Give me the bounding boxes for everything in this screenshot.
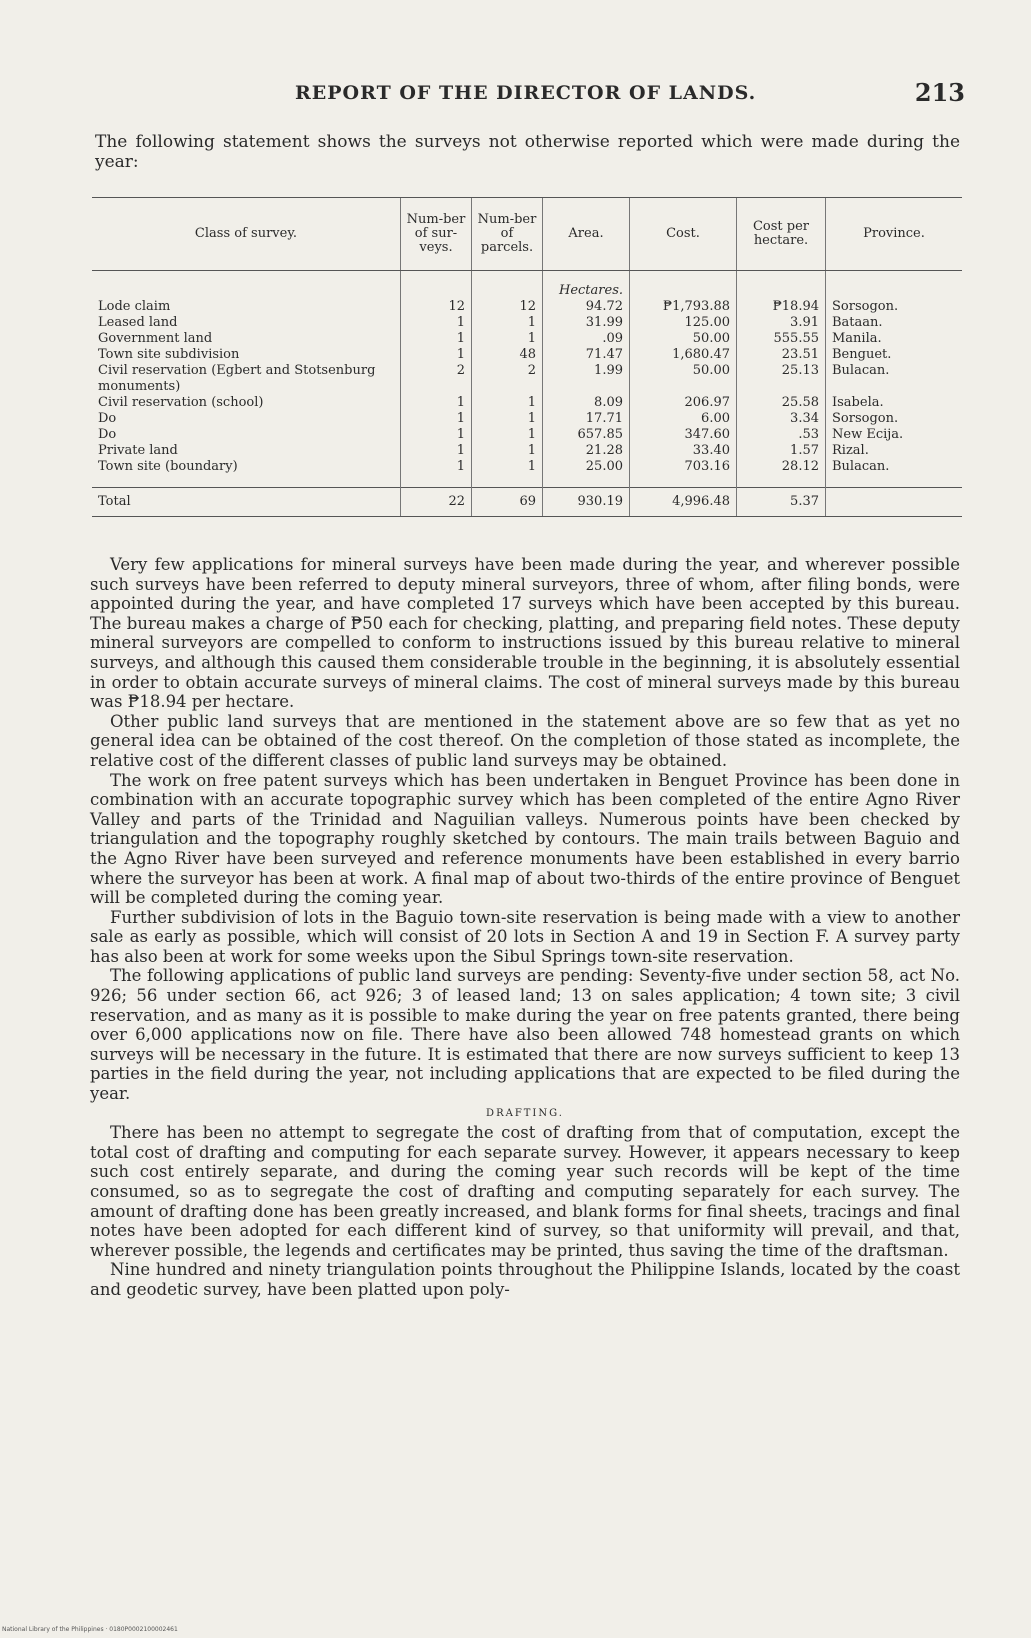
cell-province: New Ecija. (826, 427, 963, 443)
header-cost-per-hectare: Cost per hectare. (737, 198, 826, 271)
header-num-parcels: Num-ber of parcels. (472, 198, 543, 271)
cell-cost: 50.00 (630, 363, 737, 395)
table-row (92, 331, 962, 347)
cell-cost: 6.00 (630, 411, 737, 427)
survey-class-label: Government land (98, 331, 213, 346)
cell-cls (92, 427, 401, 443)
paragraph: The work on free patent surveys which has been undertaken in Benguet Province has been done in combination with an accurate topographic survey which has been completed of the entire Agno River Valley and parts of the Trinidad and Naguilian valleys. Numerous points have been checked by triangulation and the topography roughly sketched by contours. The main trails between Baguio and the Agno River have been surveyed and reference monuments have been established in every barrio where the surveyor has been at work. A final map of about two-thirds of the entire province of Benguet will be completed during the coming year. (90, 770, 960, 908)
table-row (92, 315, 962, 331)
cell-cost: 50.00 (630, 331, 737, 347)
cell-surveys: 1 (401, 395, 472, 411)
header-cost: Cost. (630, 198, 737, 271)
cell-cph: 25.13 (737, 363, 826, 395)
cell-cph: 23.51 (737, 347, 826, 363)
cell-surveys: 1 (401, 427, 472, 443)
survey-class-label: Lode claim (98, 299, 171, 314)
cell-surveys: 1 (401, 443, 472, 459)
cell-parcels: 1 (472, 315, 543, 331)
running-header (95, 78, 965, 114)
paragraph: Very few applications for mineral surveys have been made during the year, and wherever possible such surveys have been referred to deputy mineral surveyors, three of whom, after filing bonds, were appointed during the year, and have completed 17 surveys which have been accepted by this bureau. The bureau makes a charge of ₱50 each for checking, platting, and preparing field notes. These deputy mineral surveyors are compelled to conform to instructions issued by this bureau relative to mineral surveys, and although this caused them considerable trouble in the beginning, it is absolutely essential in order to obtain accurate surveys of mineral claims. The cost of mineral surveys made by this bureau was ₱18.94 per hectare. (90, 555, 960, 712)
surveys-table (92, 197, 962, 517)
cell-cls (92, 488, 401, 517)
cell-area: 94.72 (543, 299, 630, 315)
library-footer-note: National Library of the Philippines · 0180P0002100002461 (2, 1626, 178, 1633)
cell-parcels: 1 (472, 427, 543, 443)
survey-class-label: Do (98, 427, 117, 442)
cell-cph: 3.91 (737, 315, 826, 331)
paragraph: Other public land surveys that are mentioned in the statement above are so few that as yet no general idea can be obtained of the cost thereof. On the completion of those stated as incomplete, the relative cost of the different classes of public land surveys may be obtained. (90, 711, 960, 770)
cell-cls (92, 331, 401, 347)
page-number: 213 (914, 78, 965, 107)
cell-province (826, 488, 963, 517)
cell-parcels: 1 (472, 459, 543, 475)
cell-province: Isabela. (826, 395, 963, 411)
intro-text: The following statement shows the surveys not otherwise reported which were made during the year: (95, 132, 960, 172)
cell-surveys: 1 (401, 331, 472, 347)
cell-parcels: 48 (472, 347, 543, 363)
header-province: Province. (826, 198, 963, 271)
survey-class-label: Civil reservation (school) (98, 395, 264, 410)
cell-parcels: 1 (472, 411, 543, 427)
cell-cph: 1.57 (737, 443, 826, 459)
cell-cls (92, 443, 401, 459)
cell-area: 71.47 (543, 347, 630, 363)
cell-cost: 33.40 (630, 443, 737, 459)
section-heading-drafting: DRAFTING. (486, 1107, 564, 1119)
header-num-surveys: Num-ber of sur-veys. (401, 198, 472, 271)
cell-cph: 555.55 (737, 331, 826, 347)
cell-parcels: 12 (472, 299, 543, 315)
paragraph: Further subdivision of lots in the Baguio town-site reservation is being made with a view to another sale as early as possible, which will consist of 20 lots in Section A and 19 in Section F. A survey party has also been at work for some weeks upon the Sibul Springs town-site reservation. (90, 907, 960, 966)
table-unit-row (92, 283, 962, 299)
cell-cls (92, 347, 401, 363)
cell-area: 21.28 (543, 443, 630, 459)
cell-cost: 125.00 (630, 315, 737, 331)
cell-surveys: 1 (401, 347, 472, 363)
cell-cls (92, 395, 401, 411)
cell-area: 25.00 (543, 459, 630, 475)
table-row (92, 363, 962, 395)
report-title: REPORT OF THE DIRECTOR OF LANDS. (295, 82, 757, 104)
cell-province: Bulacan. (826, 363, 963, 395)
cell-area: 1.99 (543, 363, 630, 395)
cell-cost: 703.16 (630, 459, 737, 475)
cell-area: 17.71 (543, 411, 630, 427)
survey-class-label: Private land (98, 443, 178, 458)
survey-class-label: Do (98, 411, 117, 426)
table-body (92, 271, 962, 517)
area-unit: Hectares. (543, 283, 630, 299)
cell-province: Rizal. (826, 443, 963, 459)
survey-class-label: Civil reservation (Egbert and Stotsenburg monuments) (98, 363, 376, 394)
survey-class-label: Town site (boundary) (98, 459, 238, 474)
cell-cph: 5.37 (737, 488, 826, 517)
header-class: Class of survey. (92, 198, 401, 271)
cell-area: .09 (543, 331, 630, 347)
cell-surveys: 22 (401, 488, 472, 517)
cell-cph: 3.34 (737, 411, 826, 427)
cell-province: Benguet. (826, 347, 963, 363)
table-row (92, 411, 962, 427)
cell-parcels: 1 (472, 443, 543, 459)
cell-cls (92, 299, 401, 315)
cell-parcels: 69 (472, 488, 543, 517)
table-total-row (92, 488, 962, 517)
cell-cost: 347.60 (630, 427, 737, 443)
paragraph: The following applications of public land surveys are pending: Seventy-five under section 58, act No. 926; 56 under section 66, act 926; 3 of leased land; 13 on sales application; 4 town site; 3 civil reservation, and as many as it is possible to make during the year on free patents granted, there being over 6,000 applications now on file. There have also been allowed 748 homestead grants on which surveys will be necessary in the future. It is estimated that there are now surveys sufficient to keep 13 parties in the field during the year, not including applications that are expected to be filed during the year. (90, 966, 960, 1104)
survey-class-label: Total (98, 494, 131, 509)
cell-cost: 4,996.48 (630, 488, 737, 517)
cell-area: 657.85 (543, 427, 630, 443)
body-text (90, 555, 960, 1300)
cell-area: 31.99 (543, 315, 630, 331)
cell-cls (92, 363, 401, 395)
cell-parcels: 2 (472, 363, 543, 395)
cell-province: Bulacan. (826, 459, 963, 475)
cell-province: Manila. (826, 331, 963, 347)
table-row (92, 443, 962, 459)
cell-cph: ₱18.94 (737, 299, 826, 315)
table-row (92, 427, 962, 443)
cell-cost: 206.97 (630, 395, 737, 411)
cell-province: Bataan. (826, 315, 963, 331)
cell-province: Sorsogon. (826, 411, 963, 427)
cell-parcels: 1 (472, 395, 543, 411)
cell-surveys: 1 (401, 459, 472, 475)
cell-cost: 1,680.47 (630, 347, 737, 363)
table-row (92, 395, 962, 411)
cell-surveys: 1 (401, 411, 472, 427)
cell-province: Sorsogon. (826, 299, 963, 315)
table-header-row (92, 198, 962, 271)
cell-cls (92, 459, 401, 475)
cell-cph: .53 (737, 427, 826, 443)
cell-area: 930.19 (543, 488, 630, 517)
table-row (92, 347, 962, 363)
cell-cph: 28.12 (737, 459, 826, 475)
survey-class-label: Leased land (98, 315, 178, 330)
cell-parcels: 1 (472, 331, 543, 347)
paragraph: There has been no attempt to segregate the cost of drafting from that of computation, except the total cost of drafting and computing for each separate survey. However, it appears necessary to keep such cost entirely separate, and during the coming year such records will be kept of the time consumed, so as to segregate the cost of drafting and computing separately for each survey. The amount of drafting done has been greatly increased, and blank forms for final sheets, tracings and final notes have been adopted for each different kind of survey, so that uniformity will prevail, and that, wherever possible, the legends and certificates may be printed, thus saving the time of the draftsman. (90, 1123, 960, 1260)
cell-surveys: 2 (401, 363, 472, 395)
header-area: Area. (543, 198, 630, 271)
cell-cls (92, 411, 401, 427)
cell-surveys: 1 (401, 315, 472, 331)
paragraph: Nine hundred and ninety triangulation points throughout the Philippine Islands, located by the coast and geodetic survey, have been platted upon poly- (90, 1260, 960, 1299)
cell-cost: ₱1,793.88 (630, 299, 737, 315)
cell-cls (92, 315, 401, 331)
cell-surveys: 12 (401, 299, 472, 315)
table-row (92, 299, 962, 315)
cell-cph: 25.58 (737, 395, 826, 411)
survey-class-label: Town site subdivision (98, 347, 240, 362)
cell-area: 8.09 (543, 395, 630, 411)
table-row (92, 459, 962, 475)
